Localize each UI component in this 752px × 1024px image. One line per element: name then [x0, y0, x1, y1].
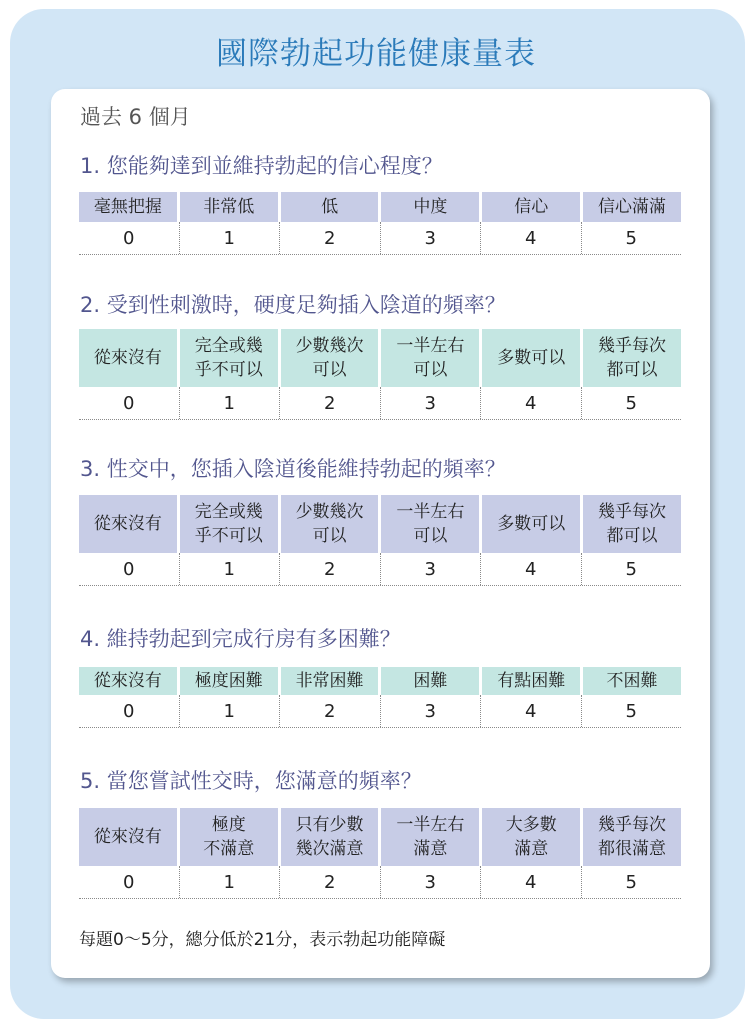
options-header-row — [79, 808, 681, 866]
score-cell: 0 — [123, 227, 135, 249]
options-header-row — [79, 192, 681, 222]
score-cell: 5 — [581, 866, 682, 898]
question-2-text: 2. 受到性刺激時，硬度足夠插入陰道的頻率？ — [80, 293, 506, 317]
scores-row — [79, 866, 681, 899]
score-cell: 0 — [123, 871, 135, 893]
score-cell: 3 — [380, 222, 481, 254]
option-cell: 信心 — [479, 192, 580, 222]
scores-row — [79, 553, 681, 586]
questionnaire-card — [51, 89, 710, 978]
question-4-text: 4. 維持勃起到完成行房有多困難？ — [80, 627, 401, 651]
option-cell: 少數幾次 可以 — [278, 495, 379, 553]
options-header-row — [79, 495, 681, 553]
score-cell: 5 — [581, 222, 682, 254]
option-cell: 幾乎每次 都可以 — [580, 329, 681, 387]
option-cell: 完全或幾 乎不可以 — [177, 329, 278, 387]
score-cell: 2 — [279, 222, 380, 254]
question-3-text: 3. 性交中，您插入陰道後能維持勃起的頻率？ — [80, 457, 506, 481]
question-5-text: 5. 當您嘗試性交時，您滿意的頻率？ — [80, 769, 422, 793]
score-cell: 4 — [480, 866, 581, 898]
option-cell: 毫無把握 — [79, 192, 177, 222]
score-cell: 0 — [123, 558, 135, 580]
question-1-text: 1. 您能夠達到並維持勃起的信心程度？ — [80, 154, 443, 178]
time-period-label: 過去 6 個月 — [80, 105, 191, 129]
option-cell: 從來沒有 — [79, 495, 177, 553]
option-cell: 多數可以 — [479, 329, 580, 387]
option-cell: 非常困難 — [278, 667, 379, 695]
score-cell: 2 — [279, 387, 380, 419]
page-title: 國際勃起功能健康量表 — [216, 36, 536, 72]
score-cell: 5 — [581, 387, 682, 419]
option-cell: 從來沒有 — [79, 667, 177, 695]
option-cell: 有點困難 — [479, 667, 580, 695]
scores-row — [79, 387, 681, 420]
option-cell: 幾乎每次 都很滿意 — [580, 808, 681, 866]
score-cell: 3 — [380, 866, 481, 898]
option-cell: 非常低 — [177, 192, 278, 222]
question-2-table — [79, 329, 681, 420]
score-cell: 4 — [480, 553, 581, 585]
question-3-table — [79, 495, 681, 586]
option-cell: 一半左右 可以 — [378, 495, 479, 553]
score-cell: 4 — [480, 222, 581, 254]
option-cell: 多數可以 — [479, 495, 580, 553]
option-cell: 一半左右 滿意 — [378, 808, 479, 866]
score-cell: 0 — [123, 700, 135, 722]
question-1-table — [79, 192, 681, 255]
score-cell: 2 — [279, 553, 380, 585]
option-cell: 從來沒有 — [79, 808, 177, 866]
score-cell: 1 — [179, 222, 280, 254]
option-cell: 信心滿滿 — [580, 192, 681, 222]
scores-row — [79, 695, 681, 728]
score-cell: 1 — [179, 553, 280, 585]
question-4-table — [79, 667, 681, 728]
option-cell: 只有少數 幾次滿意 — [278, 808, 379, 866]
score-cell: 1 — [179, 387, 280, 419]
score-cell: 5 — [581, 695, 682, 727]
options-header-row — [79, 329, 681, 387]
scoring-footnote: 每題0〜5分，總分低於21分，表示勃起功能障礙 — [79, 930, 446, 950]
question-5-table — [79, 808, 681, 899]
score-cell: 2 — [279, 866, 380, 898]
score-cell: 3 — [380, 387, 481, 419]
option-cell: 不困難 — [580, 667, 681, 695]
option-cell: 從來沒有 — [79, 329, 177, 387]
score-cell: 4 — [480, 695, 581, 727]
option-cell: 大多數 滿意 — [479, 808, 580, 866]
scores-row — [79, 222, 681, 255]
option-cell: 少數幾次 可以 — [278, 329, 379, 387]
score-cell: 3 — [380, 695, 481, 727]
options-header-row — [79, 667, 681, 695]
score-cell: 4 — [480, 387, 581, 419]
score-cell: 2 — [279, 695, 380, 727]
option-cell: 低 — [278, 192, 379, 222]
score-cell: 3 — [380, 553, 481, 585]
score-cell: 5 — [581, 553, 682, 585]
option-cell: 中度 — [378, 192, 479, 222]
option-cell: 完全或幾 乎不可以 — [177, 495, 278, 553]
option-cell: 極度困難 — [177, 667, 278, 695]
option-cell: 困難 — [378, 667, 479, 695]
option-cell: 一半左右 可以 — [378, 329, 479, 387]
score-cell: 0 — [123, 392, 135, 414]
option-cell: 幾乎每次 都可以 — [580, 495, 681, 553]
option-cell: 極度 不滿意 — [177, 808, 278, 866]
score-cell: 1 — [179, 866, 280, 898]
score-cell: 1 — [179, 695, 280, 727]
